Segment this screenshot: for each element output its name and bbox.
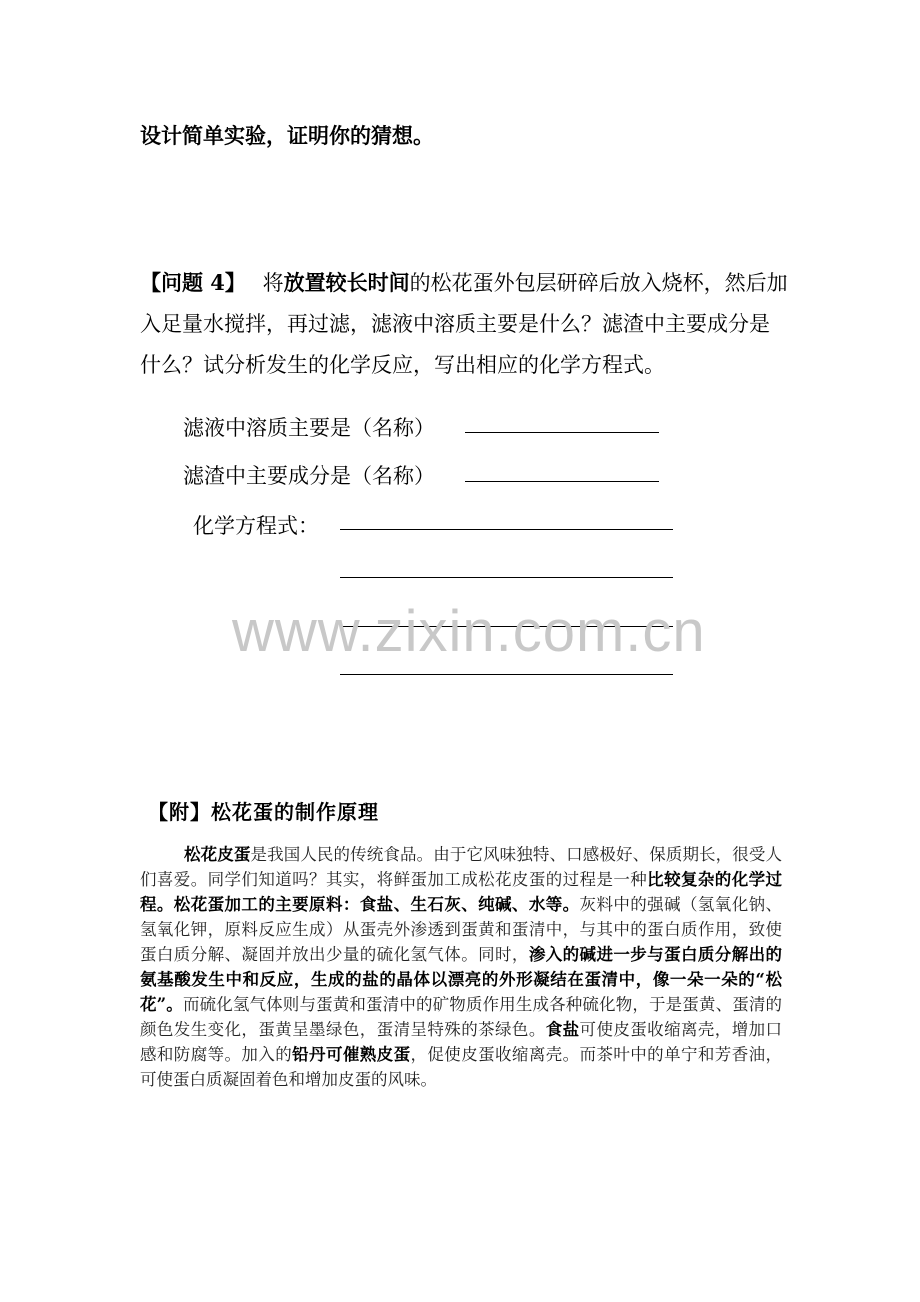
appendix-segment: 食盐 [545,1020,580,1039]
appendix-segment: 是我国人民的传统食品。由于它风味独特、口感极好、保质期长，很受人们喜爱。同学们知道吗？其实，将鲜蛋加工成松花皮蛋的过程是一种 [140,845,783,889]
residue-label: 滤渣中主要成分是（名称） [183,464,435,488]
appendix-title: 【附】松花蛋的制作原理 [148,800,379,824]
question-4-label: 【问题 4】 [140,270,246,295]
question-4-paragraph [140,262,790,386]
appendix-segment: 可使皮蛋收缩离壳，增加口感和防腐等。加入的 [140,1020,783,1064]
intro-text: 设计简单实验，证明你的猜想。 [140,123,434,148]
appendix-segment: 灰料中的强碱（氢氧化钠、氢氧化钾，原料反应生成）从蛋壳外渗透到蛋黄和蛋清中，与其中的蛋白质作用，致使蛋白质分解、凝固并放出少量的硫化氢气体。同时， [140,895,783,964]
appendix-segment: 而硫化氢气体则与蛋黄和蛋清中的矿物质作用生成各种硫化物，于是蛋黄、蛋清的颜色发生变化，蛋黄呈墨绿色，蛋清呈特殊的茶绿色。 [140,995,783,1039]
appendix-segment: ，促使皮蛋收缩离壳。而茶叶中的单宁和芳香油，可使蛋白质凝固着色和增加皮蛋的风味。 [140,1045,783,1089]
appendix-segment: 松花皮蛋 [184,845,251,864]
appendix-segment: 铅丹可催熟皮蛋 [292,1045,411,1064]
filtrate-answer-blank[interactable] [465,432,659,433]
equation-answer-blank-1[interactable] [340,529,673,530]
question-4-text-post: 的松花蛋外包层研碎后放入烧杯，然后加入足量水搅拌，再过滤，滤液中溶质主要是什么？滤渣中主要成分是什么？试分析发生的化学反应，写出相应的化学方程式。 [140,271,788,377]
equation-answer-blank-4[interactable] [340,674,673,675]
question-4-text-pre: 将 [262,271,284,295]
equation-answer-blank-2[interactable] [340,577,673,578]
filtrate-label: 滤液中溶质主要是（名称） [183,416,435,440]
appendix-segment: 渗入的碱进一步与蛋白质分解出的氨基酸发生中和反应，生成的盐的晶体以漂亮的外形凝结在蛋清中，像一朵一朵的“松花”。 [140,945,783,1014]
appendix-segment: 比较复杂的化学过程。松花蛋加工的主要原料：食盐、生石灰、纯碱、水等。 [140,870,783,914]
question-4-text-bold: 放置较长时间 [283,270,410,295]
watermark: www.zixin.com.cn [232,599,706,664]
equation-label: 化学方程式： [193,514,319,538]
residue-answer-blank[interactable] [465,481,659,482]
appendix-body [140,842,782,1092]
